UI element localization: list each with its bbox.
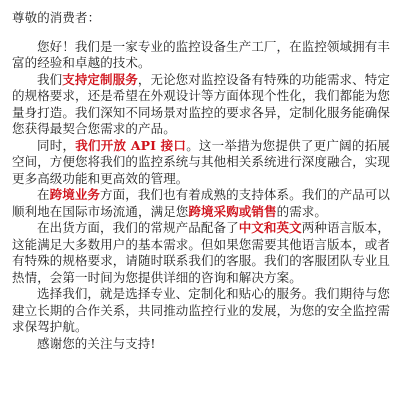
paragraph-shipping [12,220,390,286]
letter-greeting: 尊敬的消费者： [12,10,101,25]
highlight-api: 我们开放 API 接口 [75,137,187,153]
highlight-languages: 中文和英文 [238,220,302,235]
paragraph-custom-service [12,72,390,138]
paragraph-intro: 您好！我们是一家专业的监控设备生产工厂，在监控领域拥有丰富的经验和卓越的技术。 [12,38,390,70]
highlight-cross-border-trade: 跨境采购或销售 [188,203,277,219]
paragraph-text: 同时， [37,137,76,153]
letter-document [12,10,390,352]
paragraph-closing: 选择我们，就是选择专业、定制化和贴心的服务。我们期待与您建立长期的合作关系，共同推动监控行业的发展，为您的安全监控需求保驾护航。 [12,286,391,334]
paragraph-api [12,138,390,188]
paragraph-text: 。这一举措为您提供了更广阔的拓展空间，方便您将我们的监控系统与其他相关系统进行深度融合，实现更多高级功能和更高效的管理。 [12,137,391,186]
paragraph-text: 两种语言版本，这能满足大多数用户的基本需求。但如果您需要其他语言版本，或者有特殊的规格要求，请随时联系我们的客服。我们的客服团队专业且热情，会第一时间为您提供详细的咨询和解决方案。 [12,220,391,285]
paragraph-text: 我们 [37,71,63,87]
highlight-cross-border-business: 跨境业务 [49,187,101,202]
paragraph-text: 方面，我们也有着成熟的支持体系。我们的产品可以顺利地在国际市场流通，满足您 [12,187,390,219]
paragraph-cross-border [12,187,390,220]
paragraph-text: 在 [37,187,50,202]
paragraph-text: 在出货方面，我们的常规产品配备了 [37,220,239,235]
highlight-custom-service: 支持定制服务 [62,71,138,87]
paragraph-text: ，无论您对监控设备有特殊的功能需求、特定的规格要求，还是希望在外观设计等方面体现个性化，我们都能为您量身打造。我们深知不同场景对监控的要求各异，定制化服务能确保您获得最契合您需求的产品。 [12,71,391,136]
paragraph-thanks: 感谢您的关注与支持! [37,335,156,351]
paragraph-text: 的需求。 [276,203,328,219]
